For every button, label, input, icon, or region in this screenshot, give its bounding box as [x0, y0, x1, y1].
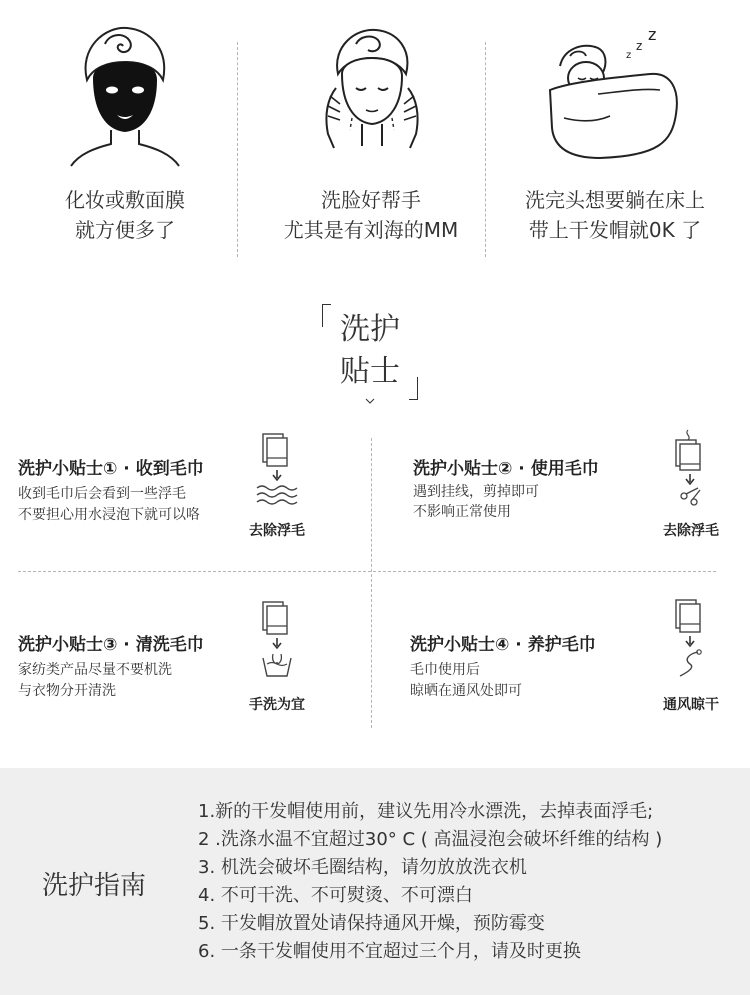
tip-heading: 洗护小贴士② · 使用毛巾	[413, 459, 599, 479]
care-guide-title: 洗护指南	[42, 871, 147, 901]
scene-caption	[0, 185, 250, 245]
care-guide-item: 1.新的干发帽使用前，建议先用冷水漂洗，去掉表面浮毛;	[198, 801, 654, 822]
scene-face-mask	[0, 0, 250, 265]
section-title-line: 洗护	[340, 312, 400, 347]
care-guide-item: 5. 干发帽放置处请保持通风开燥，预防霉变	[198, 913, 545, 934]
caption-line: 就方便多了	[75, 218, 175, 242]
care-guide-item: 2 .洗涤水温不宜超过30° C ( 高温浸泡会破坏纤维的结构 )	[198, 829, 663, 850]
caption-line: 化妆或敷面膜	[65, 188, 185, 212]
tip-caption: 通风晾干	[663, 697, 719, 713]
tip-heading: 洗护小贴士④ · 养护毛巾	[410, 635, 596, 655]
tip-text: 家纺类产品尽量不要机洗	[18, 662, 172, 678]
tip-caption: 去除浮毛	[249, 523, 305, 539]
tip-text: 收到毛巾后会看到一些浮毛	[18, 486, 186, 502]
tip-text: 遇到挂线，剪掉即可	[413, 484, 539, 500]
section-title-line: 贴士	[340, 354, 400, 389]
towel-water-icon	[253, 432, 303, 510]
divider	[485, 42, 486, 257]
caption-line: 尤其是有刘海的MM	[283, 218, 459, 242]
care-guide-item: 6. 一条干发帽使用不宜超过三个月，请及时更换	[198, 941, 581, 962]
tip-text: 晾晒在通风处即可	[410, 683, 522, 699]
scene-sleeping	[490, 0, 740, 265]
tip-heading: 洗护小贴士③ · 清洗毛巾	[18, 635, 204, 655]
svg-text:z: z	[636, 39, 643, 53]
tip-text: 与衣物分开清洗	[18, 683, 116, 699]
towel-handwash-icon	[253, 600, 303, 682]
tip-text: 不影响正常使用	[413, 504, 511, 520]
svg-text:z: z	[626, 50, 632, 61]
divider	[18, 571, 716, 572]
caption-line: 洗脸好帮手	[321, 188, 421, 212]
care-guide	[0, 768, 750, 995]
towel-scissors-icon	[666, 428, 716, 510]
caption-line: 洗完头想要躺在床上	[525, 188, 705, 212]
divider	[371, 438, 372, 728]
tip-caption: 手洗为宜	[249, 697, 305, 713]
tip-text: 不要担心用水浸泡下就可以咯	[18, 507, 200, 523]
face-washing-woman-icon	[306, 18, 436, 168]
sleeping-woman-icon	[540, 18, 690, 168]
towel-airdry-icon	[666, 598, 716, 680]
scene-face-washing	[246, 0, 496, 265]
divider	[237, 42, 238, 257]
section-title	[322, 302, 418, 404]
tip-text: 毛巾使用后	[410, 662, 480, 678]
care-guide-item: 3. 机洗会破坏毛圈结构，请勿放放洗衣机	[198, 857, 527, 878]
caption-line: 带上干发帽就0K 了	[528, 218, 702, 242]
svg-text:z: z	[648, 25, 657, 44]
tip-caption: 去除浮毛	[663, 523, 719, 539]
scene-caption	[246, 185, 496, 245]
face-mask-woman-icon	[65, 18, 185, 168]
chevron-down-icon	[365, 398, 375, 404]
scene-caption	[490, 185, 740, 245]
tip-heading: 洗护小贴士① · 收到毛巾	[18, 459, 204, 479]
care-guide-item: 4. 不可干洗、不可熨烫、不可漂白	[198, 885, 473, 906]
